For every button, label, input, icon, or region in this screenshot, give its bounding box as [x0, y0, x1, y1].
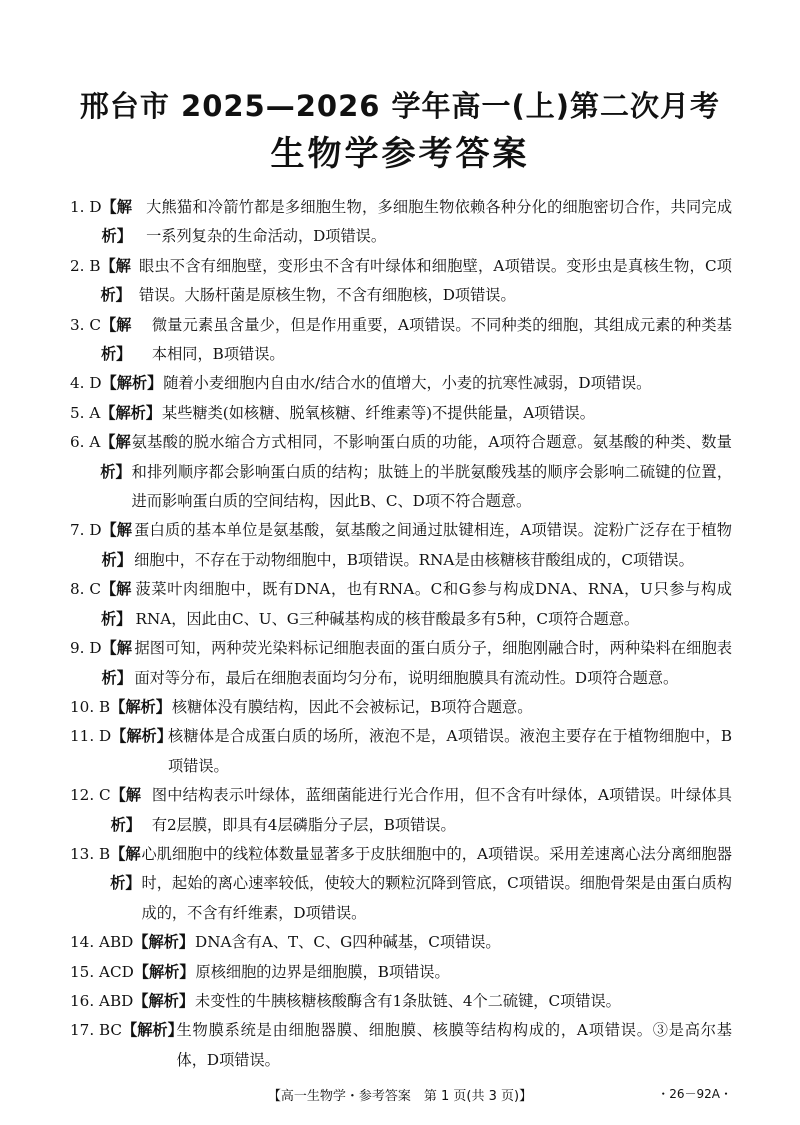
answer-item-6 [70, 428, 732, 516]
analysis-tag: 【解析】 [133, 991, 195, 1010]
analysis-tag: 【解析】 [100, 256, 131, 305]
answer-item-2 [70, 252, 732, 311]
answer-item-4 [70, 369, 732, 398]
page-subtitle: 生物学参考答案 [270, 134, 530, 174]
answer-explanation: 核糖体没有膜结构，因此不会被标记，B项符合题意。 [171, 697, 533, 716]
page-title: 邢台市 2025—2026 学年高一(上)第二次月考 [79, 89, 721, 123]
answer-number: 17. BC [70, 1021, 123, 1040]
answer-number: 5. A [70, 403, 101, 422]
answer-item-3 [70, 311, 732, 370]
answer-number: 3. C [70, 315, 101, 334]
answer-explanation: 据图可知，两种荧光染料标记细胞表面的蛋白质分子，细胞刚融合时，两种染料在细胞表面对等分布，最后在细胞表面均匀分布，说明细胞膜具有流动性。D项符合题意。 [134, 639, 732, 687]
answer-number: 14. ABD [70, 933, 134, 952]
page-footer [0, 1085, 800, 1107]
answer-number: 12. C [70, 786, 111, 805]
answer-item-11 [70, 722, 732, 781]
answer-item-17 [70, 1016, 732, 1075]
answer-explanation: 图中结构表示叶绿体，蓝细菌能进行光合作用，但不含有叶绿体，A项错误。叶绿体具有2层膜，即具有4层磷脂分子层，B项错误。 [151, 786, 732, 834]
answer-number: 15. ACD [70, 962, 134, 981]
analysis-tag: 【解析】 [133, 933, 195, 952]
answer-number: 4. D [70, 374, 102, 393]
answer-explanation: 某些糖类(如核糖、脱氧核糖、纤维素等)不提供能量，A项错误。 [162, 403, 595, 422]
answer-explanation: 原核细胞的边界是细胞膜，B项错误。 [195, 962, 450, 981]
analysis-tag: 【解析】 [100, 315, 132, 364]
answer-number: 7. D [70, 521, 102, 540]
answer-item-13 [70, 840, 732, 928]
answer-item-9 [70, 634, 732, 693]
answer-explanation: 氨基酸的脱水缩合方式相同，不影响蛋白质的功能，A项符合题意。氨基酸的种类、数量和排列顺序都会影响蛋白质的结构；肽链上的半胱氨酸残基的顺序会影响二硫键的位置，进而影响蛋白质的空间结构，因此B、C、D项不符合题意。 [131, 433, 732, 511]
footer-page-info: 【高一生物学・参考答案 第 1 页(共 3 页)】 [267, 1089, 533, 1104]
answer-item-1 [70, 193, 732, 252]
answer-number: 6. A [70, 433, 101, 452]
answer-item-14 [70, 928, 732, 957]
footer-code: ・26－92A・ [657, 1087, 732, 1101]
answer-explanation: DNA含有A、T、C、G四种碱基，C项错误。 [195, 933, 501, 952]
answer-item-10 [70, 693, 732, 722]
analysis-tag: 【解析】 [111, 727, 172, 746]
answer-number: 9. D [70, 639, 102, 658]
analysis-tag: 【解析】 [100, 580, 132, 628]
answer-list [70, 193, 732, 1075]
analysis-tag: 【解析】 [133, 962, 195, 981]
answer-item-8 [70, 575, 732, 634]
answer-item-12 [70, 781, 732, 840]
analysis-tag: 【解析】 [110, 786, 141, 834]
answer-explanation: 大熊猫和冷箭竹都是多细胞生物，多细胞生物依赖各种分化的细胞密切合作，共同完成一系列复杂的生命活动，D项错误。 [146, 198, 732, 246]
answer-item-15 [70, 958, 732, 987]
answer-number: 13. B [70, 844, 111, 863]
answer-explanation: 未变性的牛胰核糖核酸酶含有1条肽链、4个二硫键，C项错误。 [195, 991, 621, 1010]
answer-explanation: 菠菜叶肉细胞中，既有DNA，也有RNA。C和G参与构成DNA、RNA，U只参与构成RNA，因此由C、U、G三种碱基构成的核苷酸最多有5种，C项符合题意。 [135, 580, 732, 628]
analysis-tag: 【解析】 [101, 521, 132, 569]
answer-item-7 [70, 516, 732, 575]
answer-number: 1. D [70, 198, 102, 216]
analysis-tag: 【解析】 [110, 697, 171, 716]
answer-number: 11. D [70, 727, 112, 746]
answer-item-5 [70, 399, 732, 428]
analysis-tag: 【解析】 [101, 374, 163, 393]
analysis-tag: 【解析】 [100, 403, 162, 422]
answer-explanation: 随着小麦细胞内自由水/结合水的值增大，小麦的抗寒性减弱，D项错误。 [163, 374, 652, 393]
analysis-tag: 【解析】 [101, 198, 132, 246]
answer-number: 2. B [70, 256, 101, 275]
answer-item-16 [70, 987, 732, 1016]
answer-number: 16. ABD [70, 991, 134, 1010]
analysis-tag: 【解析】 [110, 844, 141, 893]
analysis-tag: 【解析】 [122, 1021, 183, 1040]
answer-explanation: 核糖体是合成蛋白质的场所，液泡不是，A项错误。液泡主要存在于植物细胞中，B项错误。 [167, 727, 732, 775]
answer-explanation: 生物膜系统是由细胞器膜、细胞膜、核膜等结构构成的，A项错误。③是高尔基体，D项错误。 [176, 1021, 732, 1069]
answer-explanation: 微量元素虽含量少，但是作用重要，A项错误。不同种类的细胞，其组成元素的种类基本相同，B项错误。 [151, 315, 732, 364]
analysis-tag: 【解析】 [100, 433, 131, 481]
answer-number: 10. B [70, 697, 111, 716]
analysis-tag: 【解析】 [101, 639, 132, 687]
answer-explanation: 眼虫不含有细胞壁，变形虫不含有叶绿体和细胞壁，A项错误。变形虫是真核生物，C项错误。大肠杆菌是原核生物，不含有细胞核，D项错误。 [138, 256, 732, 305]
answer-number: 8. C [70, 580, 101, 599]
answer-explanation: 蛋白质的基本单位是氨基酸，氨基酸之间通过肽键相连，A项错误。淀粉广泛存在于植物细胞中，不存在于动物细胞中，B项错误。RNA是由核糖核苷酸组成的，C项错误。 [134, 521, 732, 569]
answer-explanation: 心肌细胞中的线粒体数量显著多于皮肤细胞中的，A项错误。采用差速离心法分离细胞器时，起始的离心速率较低，使较大的颗粒沉降到管底，C项错误。细胞骨架是由蛋白质构成的，不含有纤维素，D项错误。 [141, 844, 732, 922]
